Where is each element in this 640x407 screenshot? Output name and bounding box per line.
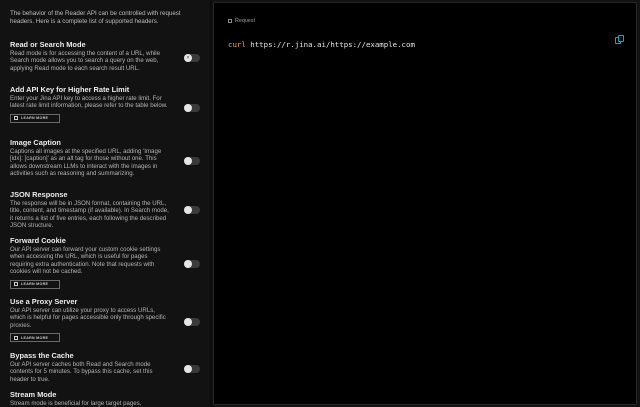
- request-panel: [213, 2, 637, 405]
- option-forward-cookie: [10, 236, 206, 289]
- command-url: https://r.jina.ai/https://example.com: [250, 40, 415, 49]
- option-description: Enter your Jina API key to access a higher rate limit. For latest rate limit information, please refer to the table below.: [10, 95, 168, 110]
- option-title: JSON Response: [10, 190, 68, 199]
- option-title: Bypass the Cache: [10, 351, 74, 360]
- option-api-key: [10, 85, 206, 123]
- x-icon: ×: [184, 54, 192, 62]
- option-description: Stream mode is beneficial for large target pages,: [10, 400, 142, 407]
- option-description: Our API server can forward your custom cookie settings when accessing the URL, which is useful for pages requiring extra authentication. Note that requests with cookies will not be cached.: [10, 246, 161, 276]
- option-stream-mode: [10, 390, 206, 407]
- toggle-switch[interactable]: [184, 260, 200, 268]
- option-read-or-search-mode: [10, 40, 206, 72]
- toggle-switch[interactable]: [184, 157, 200, 165]
- command-keyword: curl: [228, 40, 246, 49]
- toggle-switch[interactable]: [184, 318, 200, 326]
- option-title: Add API Key for Higher Rate Limit: [10, 85, 130, 94]
- learn-more-button[interactable]: [10, 280, 60, 289]
- toggle-knob: [184, 157, 192, 165]
- toggle-knob: [184, 365, 192, 373]
- panel-divider: [210, 0, 212, 407]
- learn-more-button[interactable]: [10, 333, 60, 342]
- option-description: Read mode is for accessing the content of a URL, while Search mode allows you to search a query on the web, applying Read mode to each search result URL.: [10, 50, 161, 72]
- external-link-icon: [14, 116, 18, 120]
- option-title: Image Caption: [10, 138, 61, 147]
- option-title: Stream Mode: [10, 390, 57, 399]
- toggle-switch[interactable]: [184, 206, 200, 214]
- option-description: Our API server can utilize your proxy to access URLs, which is helpful for pages accessible only through specific proxies.: [10, 307, 166, 329]
- toggle-knob: [184, 104, 192, 112]
- learn-more-button[interactable]: [10, 114, 60, 123]
- option-bypass-cache: [10, 351, 206, 383]
- option-title: Forward Cookie: [10, 236, 66, 245]
- toggle-switch[interactable]: [184, 104, 200, 112]
- option-title: Use a Proxy Server: [10, 297, 78, 306]
- options-panel: [0, 0, 210, 407]
- option-description: Our API server caches both Read and Search mode contents for 5 minutes. To bypass this cache, set this header to true.: [10, 361, 153, 383]
- toggle-switch[interactable]: [184, 365, 200, 373]
- toggle-knob: [184, 318, 192, 326]
- option-json-response: [10, 190, 206, 230]
- toggle-switch[interactable]: [184, 54, 200, 62]
- toggle-knob: [184, 260, 192, 268]
- copy-icon[interactable]: [615, 35, 624, 45]
- external-link-icon: [14, 336, 18, 340]
- toggle-knob: [184, 206, 192, 214]
- option-description: The response will be in JSON format, containing the URL, title, content, and timestamp (if available). In Search mode, it returns a list of five entries, each following the described JSON structure.: [10, 200, 169, 230]
- option-title: Read or Search Mode: [10, 40, 86, 49]
- intro-text: The behavior of the Reader API can be controlled with request headers. Here is a complete list of supported headers.: [10, 10, 181, 25]
- request-icon: [228, 19, 232, 23]
- request-command[interactable]: [228, 40, 415, 49]
- option-image-caption: [10, 138, 206, 178]
- learn-more-label: LEARN MORE: [21, 335, 49, 340]
- option-proxy-server: [10, 297, 206, 342]
- request-header: [228, 18, 255, 24]
- learn-more-label: LEARN MORE: [21, 282, 49, 287]
- option-description: Captions all images at the specified URL, adding 'Image [idx]: [caption]' as an alt tag for those without one. This allows downstream LLMs to interact with the images in activities such as reasoning and summarizing.: [10, 148, 162, 178]
- external-link-icon: [14, 282, 18, 286]
- request-label: Request: [235, 18, 256, 24]
- learn-more-label: LEARN MORE: [21, 116, 49, 121]
